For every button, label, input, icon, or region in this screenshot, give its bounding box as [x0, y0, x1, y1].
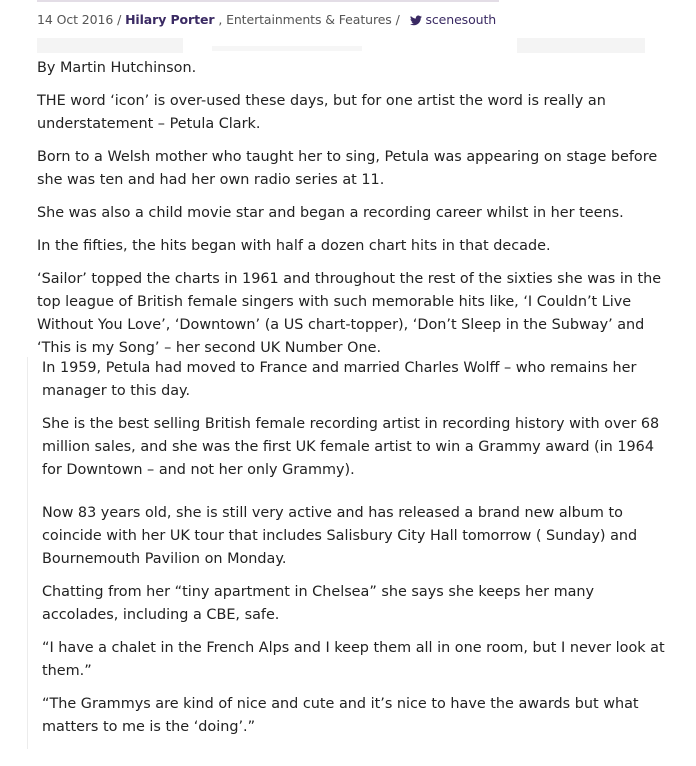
paragraph: THE word ‘icon’ is over-used these days, but for one artist the word is really an understatement – Petula Clark.	[37, 93, 606, 132]
paragraph: Now 83 years old, she is still very active and has released a brand new album to coincide with her UK tour that includes Salisbury City Hall tomorrow ( Sunday) and Bournemouth Pavilion on Monday.	[42, 505, 638, 567]
share-placeholder	[37, 38, 183, 53]
post-date: 14 Oct 2016	[37, 12, 114, 27]
paragraph: In 1959, Petula had moved to France and married Charles Wolff – who remains her manager to this day.	[42, 360, 637, 399]
share-placeholder	[517, 38, 645, 53]
category-link[interactable]: Entertainments & Features	[226, 12, 392, 27]
article-body	[37, 57, 667, 370]
twitter-handle-link[interactable]: scenesouth	[425, 12, 497, 27]
article-byline: By Martin Hutchinson.	[37, 60, 197, 76]
share-placeholder	[212, 46, 362, 51]
paragraph: She was also a child movie star and began a recording career whilst in her teens.	[37, 205, 624, 221]
article-inset-section	[27, 357, 667, 749]
paragraph: In the fifties, the hits began with half a dozen chart hits in that decade.	[37, 238, 551, 254]
paragraph: She is the best selling British female recording artist in recording history with over 68 million sales, and she was the first UK female artist to win a Grammy award (in 1964 for Downtown – and not her only Grammy).	[42, 416, 660, 478]
paragraph: Chatting from her “tiny apartment in Chelsea” she says she keeps her many accolades, including a CBE, safe.	[42, 584, 595, 623]
top-divider	[37, 0, 499, 2]
article-meta	[37, 12, 496, 29]
author-link[interactable]: Hilary Porter	[125, 12, 215, 27]
meta-separator: /	[117, 12, 126, 27]
paragraph: Born to a Welsh mother who taught her to sing, Petula was appearing on stage before she was ten and had her own radio series at 11.	[37, 149, 658, 188]
meta-separator: /	[395, 12, 404, 27]
paragraph: ‘Sailor’ topped the charts in 1961 and throughout the rest of the sixties she was in the top league of British female singers with such memorable hits like, ‘I Couldn’t Live Without You Love’, ‘Downtown’ (a US chart-topper), ‘Don’t Sleep in the Subway’ and ‘This is my Song’ – her second UK Number One.	[37, 271, 662, 356]
meta-separator: ,	[218, 12, 227, 27]
twitter-bird-icon[interactable]	[410, 14, 422, 29]
paragraph: “The Grammys are kind of nice and cute and it’s nice to have the awards but what matters to me is the ‘doing’.”	[42, 696, 639, 735]
paragraph: “I have a chalet in the French Alps and I keep them all in one room, but I never look at them.”	[42, 640, 665, 679]
